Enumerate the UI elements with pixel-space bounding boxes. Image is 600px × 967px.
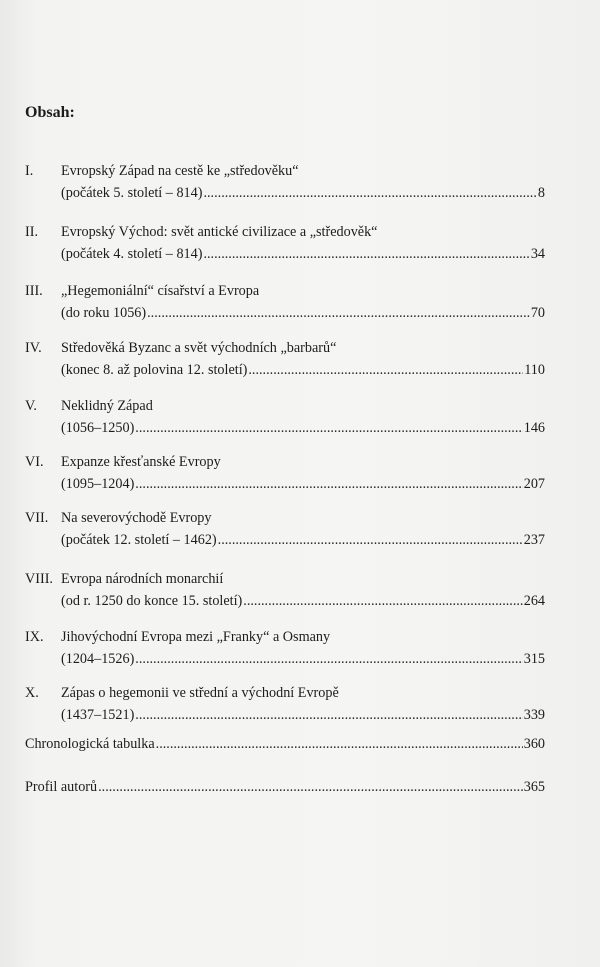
chapter-title: Na severovýchodě Evropy — [61, 510, 212, 526]
dot-leader — [203, 243, 529, 265]
chapter-number: X. — [25, 685, 39, 701]
dot-leader — [203, 182, 536, 204]
chapter-period: (1437–1521) — [61, 707, 135, 723]
chapter-title: Neklidný Západ — [61, 398, 153, 414]
chapter-number: IV. — [25, 340, 42, 356]
chapter-period: (počátek 5. století – 814) — [61, 185, 203, 201]
toc-entry — [25, 337, 545, 381]
chapter-title: Evropský Západ na cestě ke „středověku“ — [61, 163, 299, 179]
chapter-period: (1056–1250) — [61, 420, 135, 436]
chapter-period: (počátek 12. století – 1462) — [61, 532, 217, 548]
page-number: 146 — [523, 420, 545, 436]
page-number: 360 — [523, 736, 545, 752]
dot-leader — [243, 590, 522, 612]
page-number: 315 — [523, 651, 545, 667]
section-title: Profil autorů — [25, 779, 98, 795]
page-number: 8 — [537, 185, 545, 201]
dot-leader — [135, 704, 522, 726]
page-number: 365 — [523, 779, 545, 795]
chapter-title: Zápas o hegemonii ve střední a východní Evropě — [61, 685, 339, 701]
toc-entry-authors — [25, 776, 545, 798]
chapter-number: I. — [25, 163, 34, 179]
chapter-number: II. — [25, 224, 38, 240]
chapter-title: „Hegemoniální“ císařství a Evropa — [61, 283, 260, 299]
dot-leader — [135, 417, 522, 439]
chapter-number: V. — [25, 398, 37, 414]
chapter-number: VIII. — [25, 571, 53, 587]
chapter-number: IX. — [25, 629, 44, 645]
dot-leader — [98, 776, 523, 798]
chapter-number: VI. — [25, 454, 44, 470]
dot-leader — [248, 359, 523, 381]
dot-leader — [147, 302, 530, 324]
chapter-number: III. — [25, 283, 43, 299]
chapter-title: Expanze křesťanské Evropy — [61, 454, 221, 470]
toc-entry — [25, 221, 545, 265]
toc-entry — [25, 451, 545, 495]
toc-entry — [25, 160, 545, 204]
toc-entry — [25, 507, 545, 551]
chapter-period: (konec 8. až polovina 12. století) — [61, 362, 248, 378]
dot-leader — [135, 473, 522, 495]
chapter-title: Středověká Byzanc a svět východních „barbarů“ — [61, 340, 337, 356]
page-number: 34 — [530, 246, 545, 262]
page-number: 110 — [524, 362, 545, 378]
toc-entry — [25, 395, 545, 439]
toc-entry — [25, 682, 545, 726]
page-number: 237 — [523, 532, 545, 548]
page-number: 207 — [523, 476, 545, 492]
chapter-period: (1204–1526) — [61, 651, 135, 667]
toc-entry — [25, 280, 545, 324]
toc-entry-chronology — [25, 733, 545, 755]
chapter-period: (počátek 4. století – 814) — [61, 246, 203, 262]
toc-heading: Obsah: — [25, 104, 75, 121]
dot-leader — [218, 529, 523, 551]
section-title: Chronologická tabulka — [25, 736, 155, 752]
page-number: 264 — [523, 593, 545, 609]
toc-entry — [25, 568, 545, 612]
chapter-period: (1095–1204) — [61, 476, 135, 492]
dot-leader — [156, 733, 523, 755]
chapter-title: Jihovýchodní Evropa mezi „Franky“ a Osmany — [61, 629, 331, 645]
dot-leader — [135, 648, 522, 670]
chapter-period: (do roku 1056) — [61, 305, 147, 321]
chapter-period: (od r. 1250 do konce 15. století) — [61, 593, 243, 609]
chapter-title: Evropský Východ: svět antické civilizace a „středověk“ — [61, 224, 378, 240]
chapter-number: VII. — [25, 510, 49, 526]
toc-entry — [25, 626, 545, 670]
page-number: 70 — [530, 305, 545, 321]
page-number: 339 — [523, 707, 545, 723]
chapter-title: Evropa národních monarchií — [61, 571, 224, 587]
